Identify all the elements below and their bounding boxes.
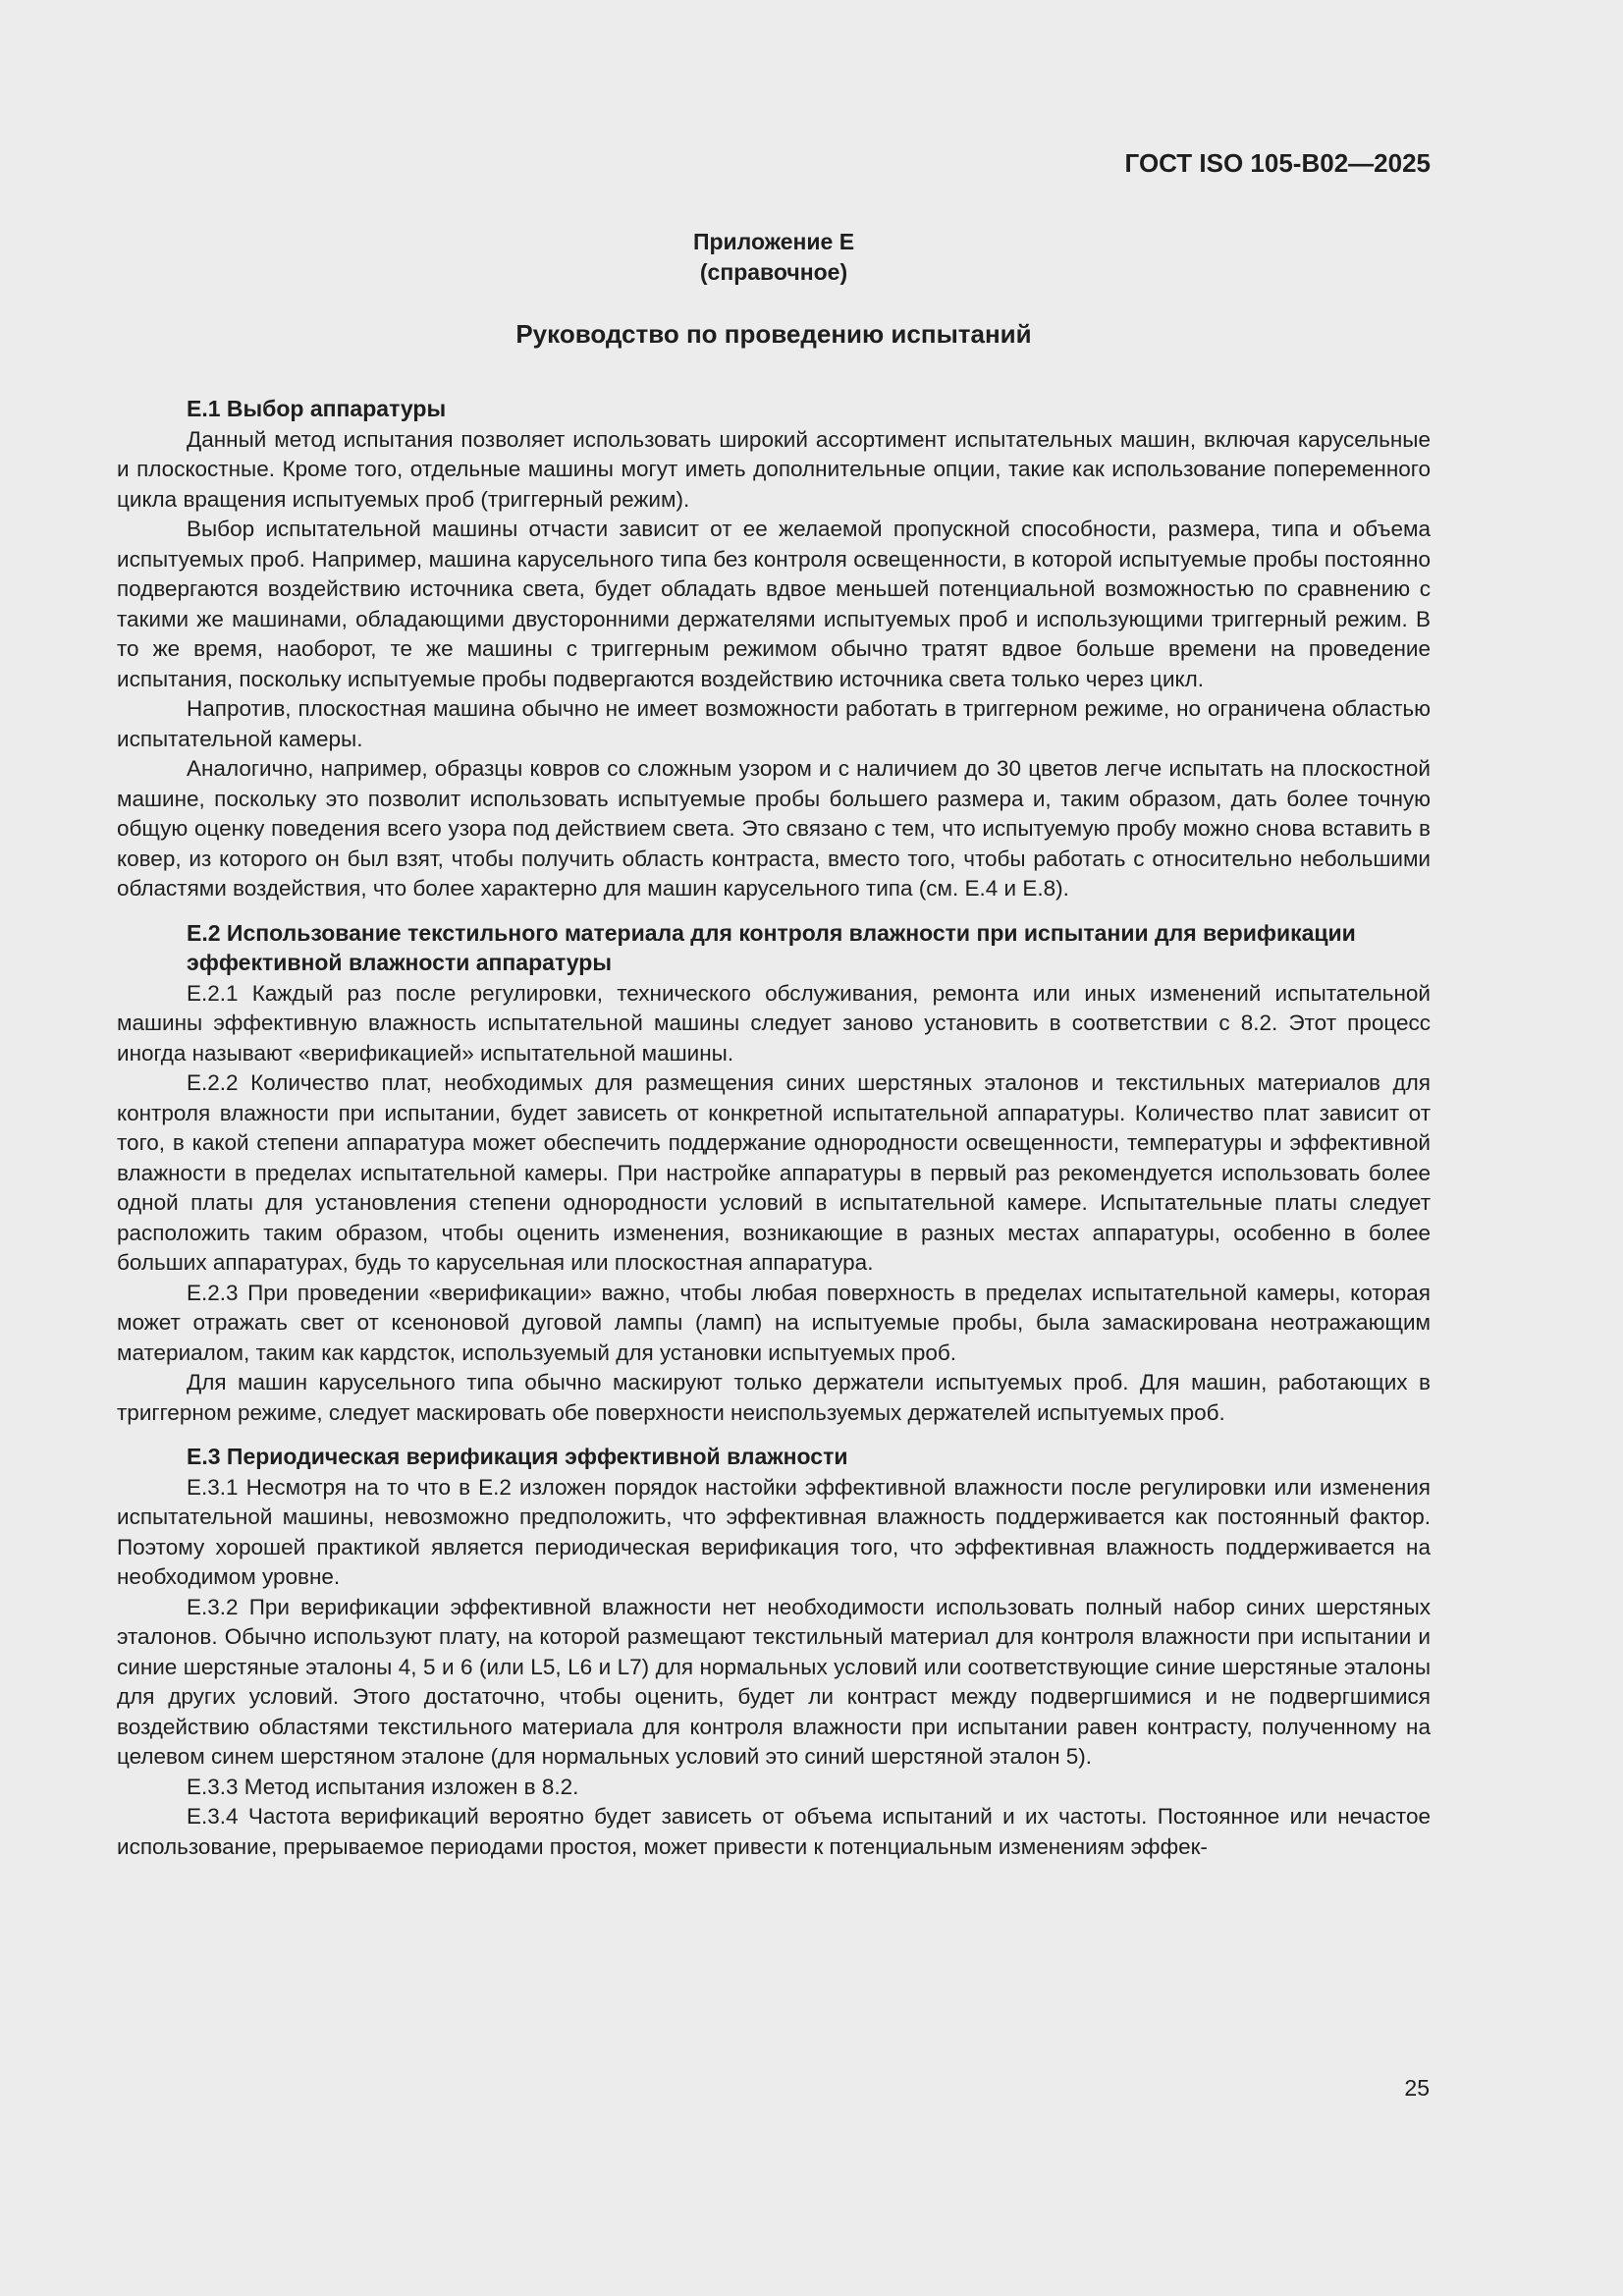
document-body xyxy=(117,394,1431,1862)
section-heading-e3: Е.3 Периодическая верификация эффективной влажности xyxy=(187,1444,848,1469)
paragraph: Е.3.2 При верификации эффективной влажности нет необходимости использовать полный набор синих шерстяных эталонов. Обычно используют плату, на которой размещают текстильный материал для контроля влажности при испытании и синие шерстяные эталоны 4, 5 и 6 (или L5, L6 и L7) для нормальных условий или соответствующие синие шерстяные эталоны для других условий. Этого достаточно, чтобы оценить, будет ли контраст между подвергшимися и не подвергшимися воздействию областями текстильного материала для контроля влажности при испытании равен контрасту, полученному на целевом синем шерстяном эталоне (для нормальных условий это синий шерстяной эталон 5). xyxy=(117,1594,1431,1769)
annex-title: Приложение Е xyxy=(692,229,855,254)
paragraph: Е.2.3 При проведении «верификации» важно, чтобы любая поверхность в пределах испытательной камеры, которая может отражать свет от ксеноновой дуговой лампы (ламп) на испытуемые пробы, была замаскирована неотражающим материалом, таким как кардсток, используемый для установки испытуемых проб. xyxy=(117,1280,1431,1365)
section-heading-e1: Е.1 Выбор аппаратуры xyxy=(187,396,447,421)
standard-code: ГОСТ ISO 105-B02—2025 xyxy=(1124,148,1431,178)
paragraph: Выбор испытательной машины отчасти зависит от ее желаемой пропускной способности, размера, типа и объема испытуемых проб. Например, машина карусельного типа без контроля освещенности, в которой испытуемые пробы постоянно подвергаются воздействию источника света, будет обладать вдвое меньшей потенциальной возможностью по сравнению с такими же машинами, обладающими двусторонними держателями испытуемых проб и использующими триггерный режим. В то же время, наоборот, те же машины с триггерным режимом обычно тратят вдвое больше времени на проведение испытания, поскольку испытуемые пробы подвергаются воздействию источника света только через цикл. xyxy=(117,517,1431,691)
annex-type: (справочное) xyxy=(699,259,848,285)
paragraph: Данный метод испытания позволяет использовать широкий ассортимент испытательных машин, включая карусельные и плоскостные. Кроме того, отдельные машины могут иметь дополнительные опции, такие как использование попеременного цикла вращения испытуемых проб (триггерный режим). xyxy=(117,426,1431,512)
paragraph: Е.3.3 Метод испытания изложен в 8.2. xyxy=(187,1774,579,1799)
document-title: Руководство по проведению испытаний xyxy=(515,319,1032,349)
paragraph: Е.2.2 Количество плат, необходимых для размещения синих шерстяных эталонов и текстильных материалов для контроля влажности при испытании, будет зависеть от конкретной испытательной аппаратуры. Количество плат зависит от того, в какой степени аппаратура может обеспечить поддержание однородности освещенности, температуры и эффективной влажности в пределах испытательной камеры. При настройке аппаратуры в первый раз рекомендуется использовать более одной платы для установления степени однородности условий в испытательной камере. Испытательные платы следует расположить таким образом, чтобы оценить изменения, возникающие в разных местах аппаратуры, особенно в более больших аппаратурах, будь то карусельная или плоскостная аппаратура. xyxy=(117,1070,1431,1275)
paragraph: Е.2.1 Каждый раз после регулировки, технического обслуживания, ремонта или иных изменений испытательной машины эффективную влажность испытательной машины следует заново установить в соответствии с 8.2. Этот процесс иногда называют «верификацией» испытательной машины. xyxy=(117,980,1431,1066)
paragraph: Напротив, плоскостная машина обычно не имеет возможности работать в триггерном режиме, но ограничена областью испытательной камеры. xyxy=(117,696,1431,751)
page-number: 25 xyxy=(1404,2075,1430,2101)
paragraph: Аналогично, например, образцы ковров со сложным узором и с наличием до 30 цветов легче испытать на плоскостной машине, поскольку это позволит использовать испытуемые пробы большего размера и, таким образом, дать более точную общую оценку поведения всего узора под действием света. Это связано с тем, что испытуемую пробу можно снова вставить в ковер, из которого он был взят, чтобы получить область контраста, вместо того, чтобы работать с относительно небольшими областями воздействия, что более характерно для машин карусельного типа (см. Е.4 и Е.8). xyxy=(117,756,1431,901)
paragraph: Е.3.4 Частота верификаций вероятно будет зависеть от объема испытаний и их частоты. Постоянное или нечастое использование, прерываемое периодами простоя, может привести к потенциальным изменениям эффек- xyxy=(117,1804,1431,1859)
paragraph: Для машин карусельного типа обычно маскируют только держатели испытуемых проб. Для машин, работающих в триггерном режиме, следует маскировать обе поверхности неиспользуемых держателей испытуемых проб. xyxy=(117,1370,1431,1425)
section-heading-e2: Е.2 Использование текстильного материала для контроля влажности при испытании для верификации эффективной влажности аппаратуры xyxy=(187,919,1356,975)
paragraph: Е.3.1 Несмотря на то что в Е.2 изложен порядок настойки эффективной влажности после регулировки или изменения испытательной машины, невозможно предположить, что эффективная влажность поддерживается как постоянный фактор. Поэтому хорошей практикой является периодическая верификация того, что эффективная влажность поддерживается на необходимом уровне. xyxy=(117,1474,1431,1589)
